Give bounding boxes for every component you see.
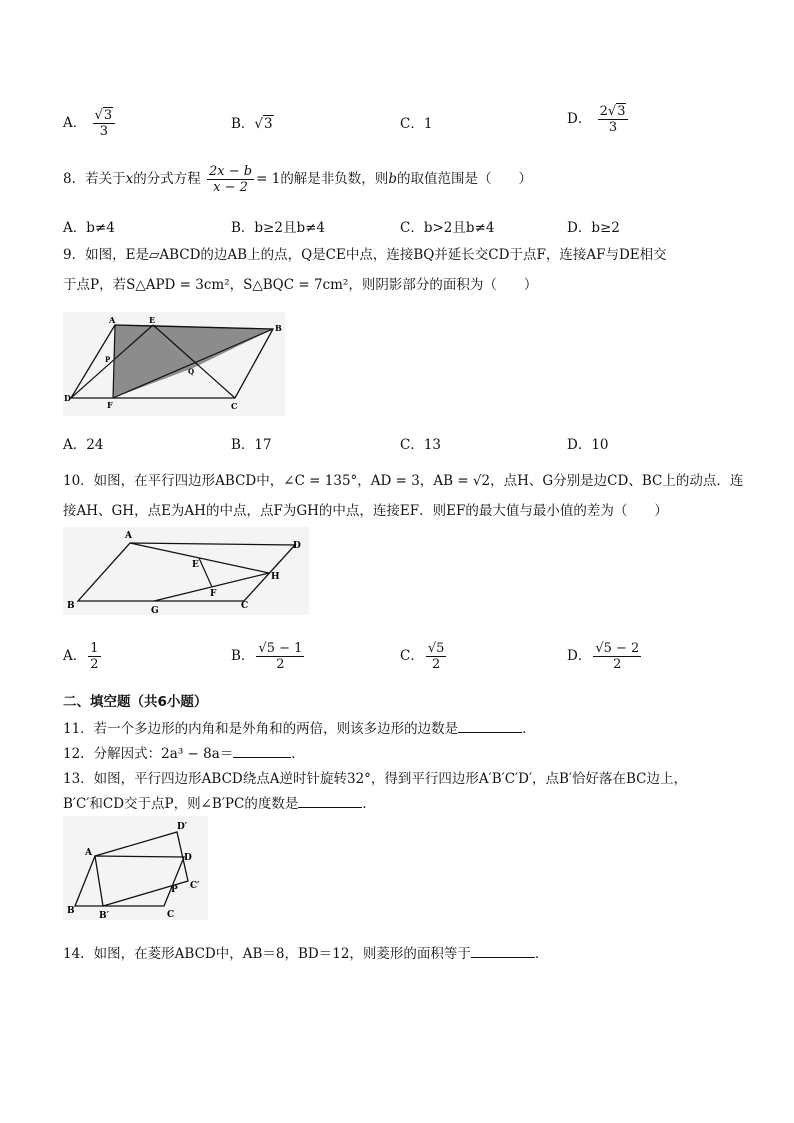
q8-eq: = 1 [256,171,281,187]
question-8 [63,164,532,195]
question-14 [63,942,548,962]
q9-label: C [231,401,238,411]
q13-label: C [167,910,175,920]
q9-label: F [107,400,113,410]
q10-label: D [293,541,301,551]
q9-line-1: 9．如图，E是▱ABCD的边AB上的点，Q是CE中点，连接BQ并延长交CD于点F，连接AF与DE相交 [63,247,667,263]
q8-text: 的解是非负数，则 [280,171,389,187]
q8-option-b: B．b≥2且b≠4 [231,220,326,236]
q7-option-b: B．√3 [231,116,273,132]
answer-blank[interactable] [233,745,291,758]
section-heading: 二、填空题（共6小题） [63,694,208,710]
q13-label: B [67,906,75,916]
q9-label: Q [188,367,195,376]
option-value: $\frac{1}{2}$ [90,641,99,672]
option-letter: A． [63,115,87,131]
q8-fraction: $\frac{2x - b}{x - 2}$ [209,164,253,195]
q7-option-a [63,108,117,139]
q10-option-a [63,641,103,672]
q13-text: B′C′和CD交于点P，则∠B′PC的度数是 [63,796,299,812]
q9-option-d: D．10 [567,437,609,453]
q10-label: A [125,531,132,541]
option-letter: A． [63,648,87,664]
answer-blank[interactable] [458,720,522,733]
q9-label: D [64,393,71,403]
q8-var: x [125,171,134,187]
q9-option-b: B．17 [231,437,272,453]
option-value: $\frac{√5 - 2}{2}$ [595,641,640,672]
q10-label: E [192,560,199,570]
q9-label: E [149,315,156,325]
q10-option-b [231,641,306,672]
q8-text: 的分式方程 [133,171,201,187]
q9-option-c: C．13 [400,437,442,453]
q10-option-c [400,641,448,672]
q10-line-2: 接AH、GH，点E为AH的中点，点F为GH的中点，连接EF．则EF的最大值与最小值的差为（ ） [63,503,668,519]
q13-label: D′ [177,822,188,832]
q8-var: b [388,171,397,187]
answer-blank[interactable] [471,945,535,958]
q9-figure [63,312,285,416]
option-value: $\frac{2√3}{3}$ [598,104,629,135]
q10-line-1: 10．如图，在平行四边形ABCD中，∠C = 135°，AD = 3，AB = √2，点H、G分别是边CD、BC上的动点．连 [63,473,744,489]
option-letter: C． [400,648,424,664]
q10-label: H [271,572,280,582]
q8-option-a: A．b≠4 [63,220,115,236]
q11-text: 11．若一个多边形的内角和是外角和的两倍，则该多边形的边数是 [63,721,459,737]
option-letter: C． [400,116,424,132]
q9-option-a: A．24 [63,437,104,453]
q13-label: P [171,885,178,895]
q8-text: 8．若关于 [63,171,126,187]
question-12 [63,742,305,762]
option-value: 1 [423,116,433,132]
q13-line-1: 13．如图，平行四边形ABCD绕点A逆时针旋转32°，得到平行四边形A′B′C′D′，点B′恰好落在BC边上， [63,771,687,787]
q10-option-d [567,641,643,672]
q12-text: 12．分解因式：2a³ − 8a＝ [63,746,234,762]
q13-label: C′ [190,881,200,891]
q9-label: B [275,323,282,333]
q13-label: D [184,853,192,863]
q9-label: A [109,315,116,325]
q8-text: 的取值范围是（ ） [396,171,532,187]
q10-label: G [151,606,159,615]
q13-figure [63,816,208,920]
q13-label: A [85,848,92,858]
q9-line-2: 于点P，若S△APD = 3cm²，S△BQC = 7cm²，则阴影部分的面积为（ ） [63,277,538,293]
q13-label: B′ [99,911,109,920]
option-letter: B． [231,648,255,664]
q10-label: F [210,589,217,599]
period: ． [362,796,376,812]
q13-line-2 [63,792,376,812]
q8-option-d: D．b≥2 [567,220,620,236]
option-value: $\frac{√5}{2}$ [427,641,445,672]
period: ． [522,721,536,737]
option-letter: D． [567,648,592,664]
option-value: $\frac{√3}{3}$ [93,108,116,139]
answer-blank[interactable] [298,795,362,808]
q7-option-c [400,112,432,132]
q10-label: B [67,601,75,611]
option-letter: D． [567,111,592,127]
period: ． [291,746,305,762]
period: ． [534,946,549,962]
question-11 [63,717,536,737]
q9-label: P [105,355,111,364]
q8-option-c: C．b>2且b≠4 [400,220,495,236]
q14-text: 14．如图，在菱形ABCD中，AB＝8，BD＝12，则菱形的面积等于 [63,946,471,962]
q10-figure [63,527,309,615]
option-value: $\frac{√5 - 1}{2}$ [258,641,303,672]
q10-label: C [241,601,249,611]
q7-option-d [567,104,630,135]
option-letter: B． [231,116,255,132]
